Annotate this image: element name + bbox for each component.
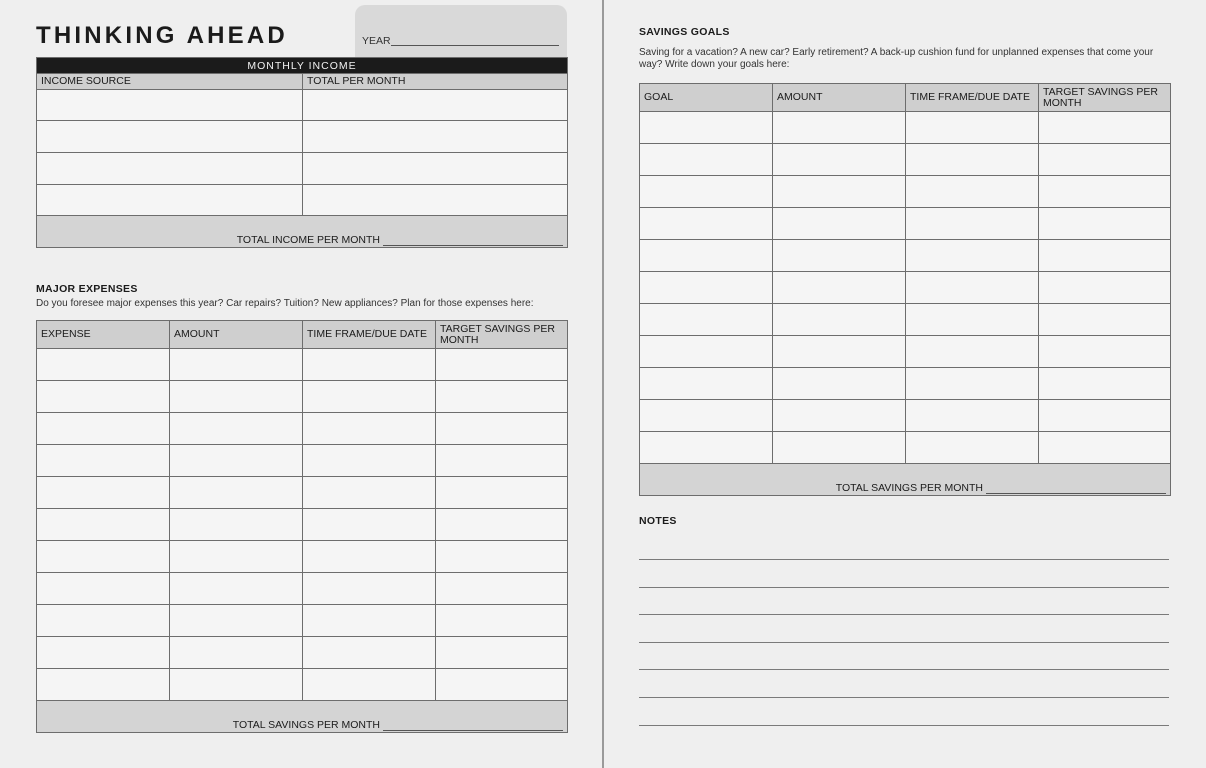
table-cell[interactable] bbox=[773, 208, 906, 240]
table-cell[interactable] bbox=[1039, 368, 1171, 400]
table-cell[interactable] bbox=[37, 669, 170, 701]
table-cell[interactable] bbox=[773, 368, 906, 400]
notes-line[interactable] bbox=[639, 614, 1169, 615]
table-cell[interactable] bbox=[37, 445, 170, 477]
table-cell[interactable] bbox=[170, 637, 303, 669]
table-cell[interactable] bbox=[436, 381, 568, 413]
table-cell[interactable] bbox=[773, 176, 906, 208]
table-cell[interactable] bbox=[170, 605, 303, 637]
table-cell[interactable] bbox=[436, 349, 568, 381]
table-cell[interactable] bbox=[303, 573, 436, 605]
table-cell[interactable] bbox=[303, 413, 436, 445]
table-cell[interactable] bbox=[303, 541, 436, 573]
table-cell[interactable] bbox=[773, 240, 906, 272]
table-cell[interactable] bbox=[37, 605, 170, 637]
target-savings-header: TARGET SAVINGS PER MONTH bbox=[436, 321, 568, 349]
table-cell[interactable] bbox=[1039, 144, 1171, 176]
notes-line[interactable] bbox=[639, 669, 1169, 670]
table-cell[interactable] bbox=[640, 240, 773, 272]
table-cell[interactable] bbox=[436, 541, 568, 573]
table-cell[interactable] bbox=[906, 112, 1039, 144]
expense-header: EXPENSE bbox=[37, 321, 170, 349]
total-income-field[interactable] bbox=[383, 236, 563, 246]
table-cell[interactable] bbox=[303, 381, 436, 413]
table-cell[interactable] bbox=[773, 304, 906, 336]
total-income-row bbox=[37, 216, 568, 248]
table-cell[interactable] bbox=[1039, 112, 1171, 144]
table-cell[interactable] bbox=[906, 208, 1039, 240]
table-cell[interactable] bbox=[37, 185, 303, 216]
table-cell[interactable] bbox=[1039, 240, 1171, 272]
table-cell[interactable] bbox=[170, 541, 303, 573]
table-cell[interactable] bbox=[37, 121, 303, 153]
savings-goals-table bbox=[639, 83, 1171, 496]
table-cell[interactable] bbox=[303, 509, 436, 541]
table-cell[interactable] bbox=[303, 185, 568, 216]
table-cell[interactable] bbox=[436, 509, 568, 541]
table-cell[interactable] bbox=[906, 144, 1039, 176]
target-savings-header: TARGET SAVINGS PER MONTH bbox=[1039, 84, 1171, 112]
table-cell[interactable] bbox=[170, 573, 303, 605]
table-cell[interactable] bbox=[906, 272, 1039, 304]
table-cell[interactable] bbox=[303, 445, 436, 477]
table-cell[interactable] bbox=[436, 605, 568, 637]
income-source-header: INCOME SOURCE bbox=[37, 74, 303, 90]
table-cell[interactable] bbox=[773, 272, 906, 304]
table-cell[interactable] bbox=[773, 336, 906, 368]
notes-line[interactable] bbox=[639, 642, 1169, 643]
table-cell[interactable] bbox=[170, 477, 303, 509]
table-cell[interactable] bbox=[303, 477, 436, 509]
major-expenses-description: Do you foresee major expenses this year? Car repairs? Tuition? New appliances? Plan for those expenses here: bbox=[36, 298, 534, 309]
table-cell[interactable] bbox=[37, 349, 170, 381]
table-cell[interactable] bbox=[37, 573, 170, 605]
table-cell[interactable] bbox=[436, 445, 568, 477]
table-cell[interactable] bbox=[640, 176, 773, 208]
table-cell[interactable] bbox=[436, 637, 568, 669]
table-cell[interactable] bbox=[170, 509, 303, 541]
table-cell[interactable] bbox=[1039, 272, 1171, 304]
amount-header: AMOUNT bbox=[773, 84, 906, 112]
total-savings-goals-field[interactable] bbox=[986, 484, 1166, 494]
table-cell[interactable] bbox=[436, 669, 568, 701]
table-cell[interactable] bbox=[436, 413, 568, 445]
notes-title: NOTES bbox=[639, 515, 677, 527]
notes-line[interactable] bbox=[639, 587, 1169, 588]
table-cell[interactable] bbox=[906, 368, 1039, 400]
table-cell[interactable] bbox=[906, 400, 1039, 432]
table-cell[interactable] bbox=[37, 509, 170, 541]
savings-goals-title: SAVINGS GOALS bbox=[639, 26, 730, 38]
table-cell[interactable] bbox=[37, 637, 170, 669]
savings-goals-description: Saving for a vacation? A new car? Early retirement? A back-up cushion fund for unplanned expenses that come your way? Write down your goals here: bbox=[639, 47, 1154, 70]
total-income-label: TOTAL INCOME PER MONTH bbox=[236, 234, 381, 246]
table-cell[interactable] bbox=[640, 304, 773, 336]
table-cell[interactable] bbox=[906, 336, 1039, 368]
notes-line[interactable] bbox=[639, 559, 1169, 560]
page-spine bbox=[602, 0, 604, 768]
table-cell[interactable] bbox=[303, 121, 568, 153]
table-cell[interactable] bbox=[37, 90, 303, 121]
table-cell[interactable] bbox=[906, 240, 1039, 272]
monthly-income-band: MONTHLY INCOME bbox=[37, 58, 568, 74]
table-cell[interactable] bbox=[640, 112, 773, 144]
table-cell[interactable] bbox=[170, 669, 303, 701]
table-cell[interactable] bbox=[303, 605, 436, 637]
table-cell[interactable] bbox=[1039, 304, 1171, 336]
amount-header: AMOUNT bbox=[170, 321, 303, 349]
time-frame-header: TIME FRAME/DUE DATE bbox=[906, 84, 1039, 112]
table-cell[interactable] bbox=[1039, 432, 1171, 464]
table-cell[interactable] bbox=[906, 176, 1039, 208]
total-savings-field[interactable] bbox=[383, 721, 563, 731]
table-cell[interactable] bbox=[37, 381, 170, 413]
table-cell[interactable] bbox=[773, 144, 906, 176]
goal-header: GOAL bbox=[640, 84, 773, 112]
year-box bbox=[355, 5, 567, 57]
table-cell[interactable] bbox=[640, 400, 773, 432]
notes-line[interactable] bbox=[639, 697, 1169, 698]
table-cell[interactable] bbox=[303, 153, 568, 185]
table-cell[interactable] bbox=[37, 153, 303, 185]
major-expenses-table bbox=[36, 320, 568, 733]
table-cell[interactable] bbox=[640, 144, 773, 176]
table-cell[interactable] bbox=[773, 112, 906, 144]
total-savings-row bbox=[37, 701, 568, 733]
table-cell[interactable] bbox=[436, 573, 568, 605]
table-cell[interactable] bbox=[170, 445, 303, 477]
table-cell[interactable] bbox=[37, 477, 170, 509]
table-cell[interactable] bbox=[37, 541, 170, 573]
time-frame-header: TIME FRAME/DUE DATE bbox=[303, 321, 436, 349]
major-expenses-title: MAJOR EXPENSES bbox=[36, 283, 138, 295]
table-cell[interactable] bbox=[1039, 336, 1171, 368]
notes-line[interactable] bbox=[639, 725, 1169, 726]
table-cell[interactable] bbox=[170, 413, 303, 445]
table-cell[interactable] bbox=[1039, 176, 1171, 208]
monthly-income-table bbox=[36, 57, 568, 248]
table-cell[interactable] bbox=[303, 669, 436, 701]
total-savings-goals-label: TOTAL SAVINGS PER MONTH bbox=[835, 482, 983, 494]
table-cell[interactable] bbox=[640, 368, 773, 400]
table-cell[interactable] bbox=[640, 432, 773, 464]
table-cell[interactable] bbox=[303, 637, 436, 669]
total-per-month-header: TOTAL PER MONTH bbox=[303, 74, 568, 90]
year-label: YEAR bbox=[362, 35, 391, 47]
year-field[interactable] bbox=[391, 45, 559, 46]
table-cell[interactable] bbox=[773, 400, 906, 432]
page-title: THINKING AHEAD bbox=[36, 22, 288, 49]
table-cell[interactable] bbox=[37, 413, 170, 445]
table-cell[interactable] bbox=[906, 304, 1039, 336]
table-cell[interactable] bbox=[640, 272, 773, 304]
table-cell[interactable] bbox=[906, 432, 1039, 464]
total-savings-goals-row bbox=[640, 464, 1171, 496]
table-cell[interactable] bbox=[436, 477, 568, 509]
table-cell[interactable] bbox=[303, 349, 436, 381]
table-cell[interactable] bbox=[1039, 208, 1171, 240]
table-cell[interactable] bbox=[640, 336, 773, 368]
table-cell[interactable] bbox=[640, 208, 773, 240]
table-cell[interactable] bbox=[773, 432, 906, 464]
table-cell[interactable] bbox=[303, 90, 568, 121]
table-cell[interactable] bbox=[170, 381, 303, 413]
table-cell[interactable] bbox=[170, 349, 303, 381]
total-savings-label: TOTAL SAVINGS PER MONTH bbox=[232, 719, 380, 731]
table-cell[interactable] bbox=[1039, 400, 1171, 432]
